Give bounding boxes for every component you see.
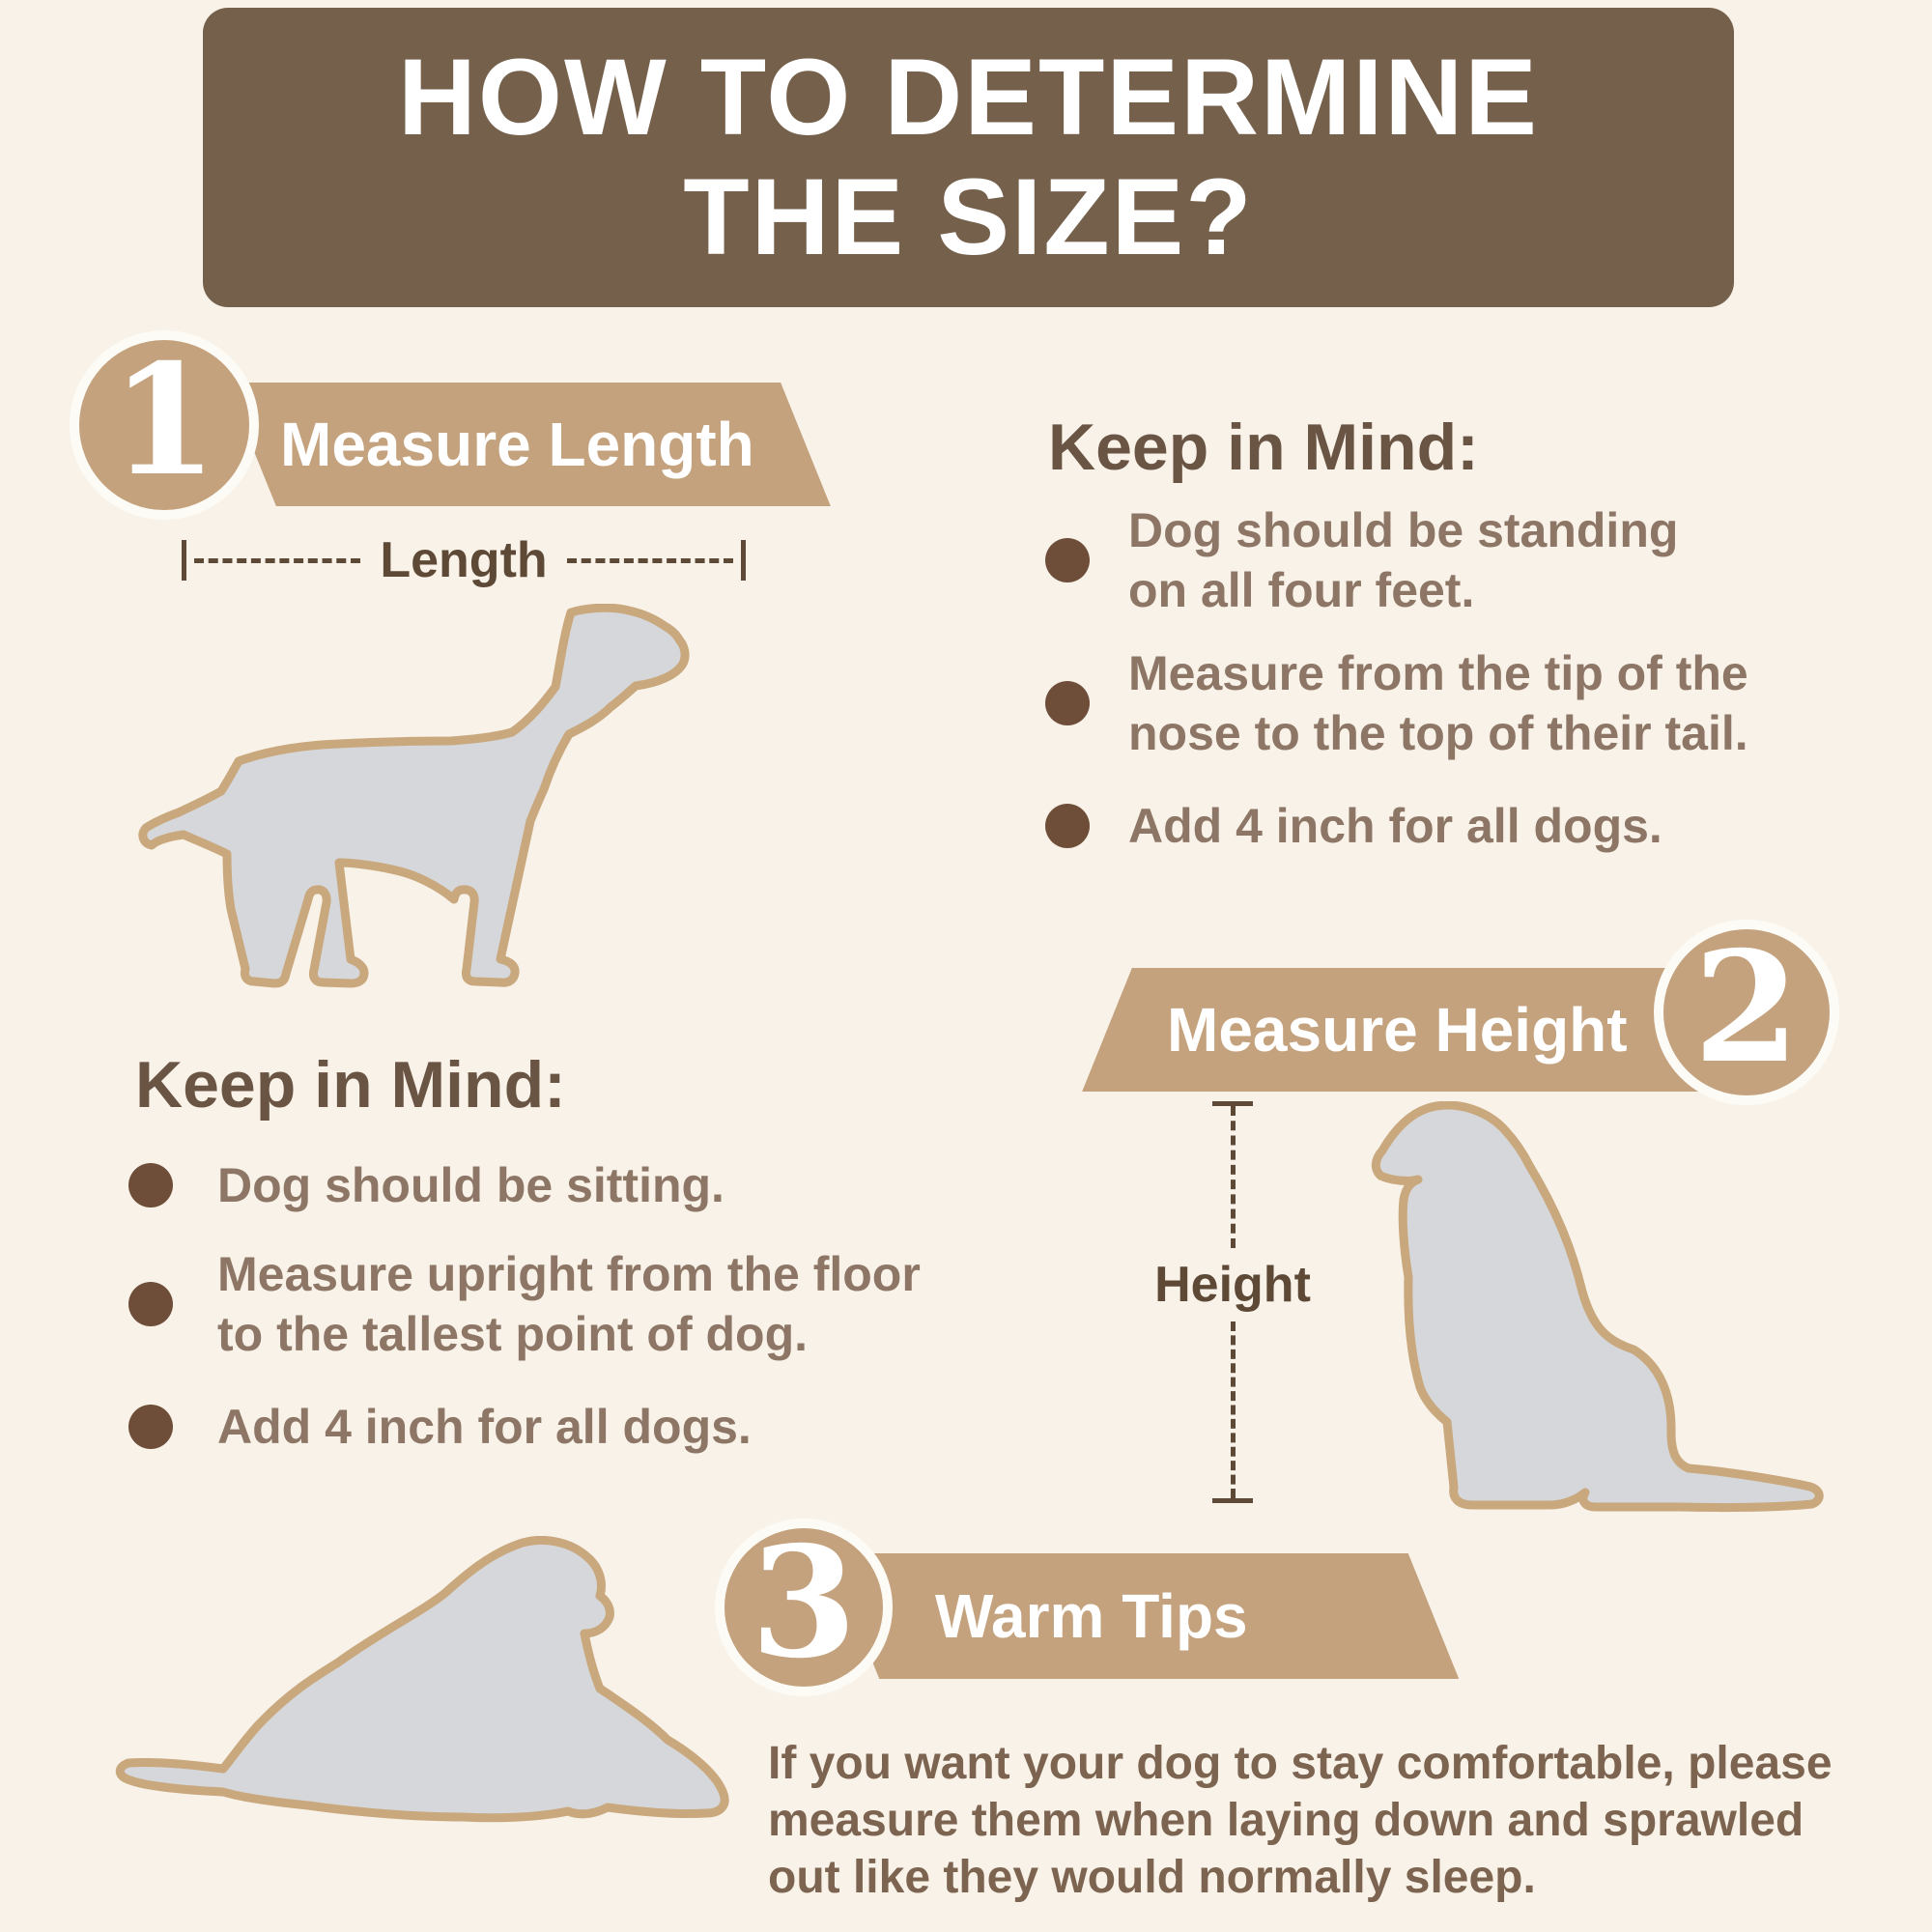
length-right-tick: [741, 540, 746, 581]
bullet-dot-icon: [1045, 538, 1090, 582]
step-2-number: 2: [1693, 919, 1800, 1097]
list-item: [1045, 500, 1678, 620]
bullet-dot-icon: [128, 1405, 173, 1449]
measure-height-banner: [1082, 968, 1754, 1092]
list-item: [128, 1244, 921, 1364]
step-3-number: 3: [751, 1514, 857, 1692]
title-line-1: HOW TO DETERMINE: [397, 37, 1540, 157]
height-label: Height: [1154, 1256, 1311, 1313]
bullet-line: on all four feet.: [1128, 563, 1475, 617]
page-title: [398, 38, 1539, 277]
keep-in-mind-heading-1: Keep in Mind:: [1048, 411, 1479, 484]
length-left-tick: [182, 540, 186, 581]
length-label: Length: [380, 532, 548, 588]
bullet-line: Dog should be sitting.: [217, 1158, 724, 1212]
bullet-line: nose to the top of their tail.: [1128, 706, 1748, 760]
list-item: [128, 1397, 752, 1457]
list-item: [1045, 643, 1748, 763]
standing-dog-illustration: [101, 604, 778, 1048]
list-item: [128, 1155, 724, 1215]
measure-height-banner-label: Measure Height: [1166, 995, 1628, 1065]
bullet-line: Dog should be standing: [1128, 503, 1679, 557]
length-dashed-line-right: [567, 558, 733, 563]
bullet-dot-icon: [128, 1163, 173, 1208]
bullet-line: Measure upright from the floor: [217, 1247, 921, 1301]
height-bottom-tick: [1212, 1498, 1253, 1503]
bullet-line: Add 4 inch for all dogs.: [1128, 799, 1662, 853]
height-dashed-line-top: [1231, 1106, 1236, 1248]
paragraph-line: measure them when laying down and sprawled: [768, 1795, 1804, 1846]
bullet-line: to the tallest point of dog.: [217, 1307, 809, 1361]
lying-dog-silhouette: [120, 1540, 724, 1817]
length-dashed-line-left: [194, 558, 360, 563]
sitting-dog-illustration: [1352, 1101, 1835, 1517]
step-2-badge: [1654, 920, 1839, 1105]
bullet-line: Add 4 inch for all dogs.: [217, 1400, 752, 1454]
warm-tips-banner: [829, 1553, 1460, 1679]
step-1-number: 1: [111, 331, 217, 510]
height-measure-guide: [1155, 1101, 1310, 1503]
header-banner: [203, 8, 1734, 307]
standing-dog-silhouette: [143, 608, 685, 983]
bullet-dot-icon: [1045, 681, 1090, 725]
paragraph-line: out like they would normally sleep.: [768, 1852, 1536, 1903]
height-dashed-line-bottom: [1231, 1321, 1236, 1498]
length-measure-guide: [182, 532, 746, 588]
list-item: [1045, 796, 1662, 856]
bullet-dot-icon: [128, 1282, 173, 1326]
sitting-dog-silhouette: [1376, 1105, 1819, 1507]
keep-in-mind-heading-2: Keep in Mind:: [135, 1048, 566, 1122]
measure-length-banner: [226, 383, 831, 506]
title-line-2: THE SIZE?: [683, 156, 1254, 277]
step-1-badge: [70, 330, 259, 520]
bullet-line: Measure from the tip of the: [1128, 646, 1748, 700]
warm-tips-banner-label: Warm Tips: [935, 1581, 1248, 1651]
bullet-dot-icon: [1045, 804, 1090, 848]
paragraph-line: If you want your dog to stay comfortable, please: [768, 1738, 1833, 1789]
measure-length-banner-label: Measure Length: [280, 410, 754, 479]
lying-dog-illustration: [106, 1536, 734, 1845]
step-3-badge: [715, 1514, 893, 1696]
warm-tips-paragraph: [768, 1735, 1833, 1906]
